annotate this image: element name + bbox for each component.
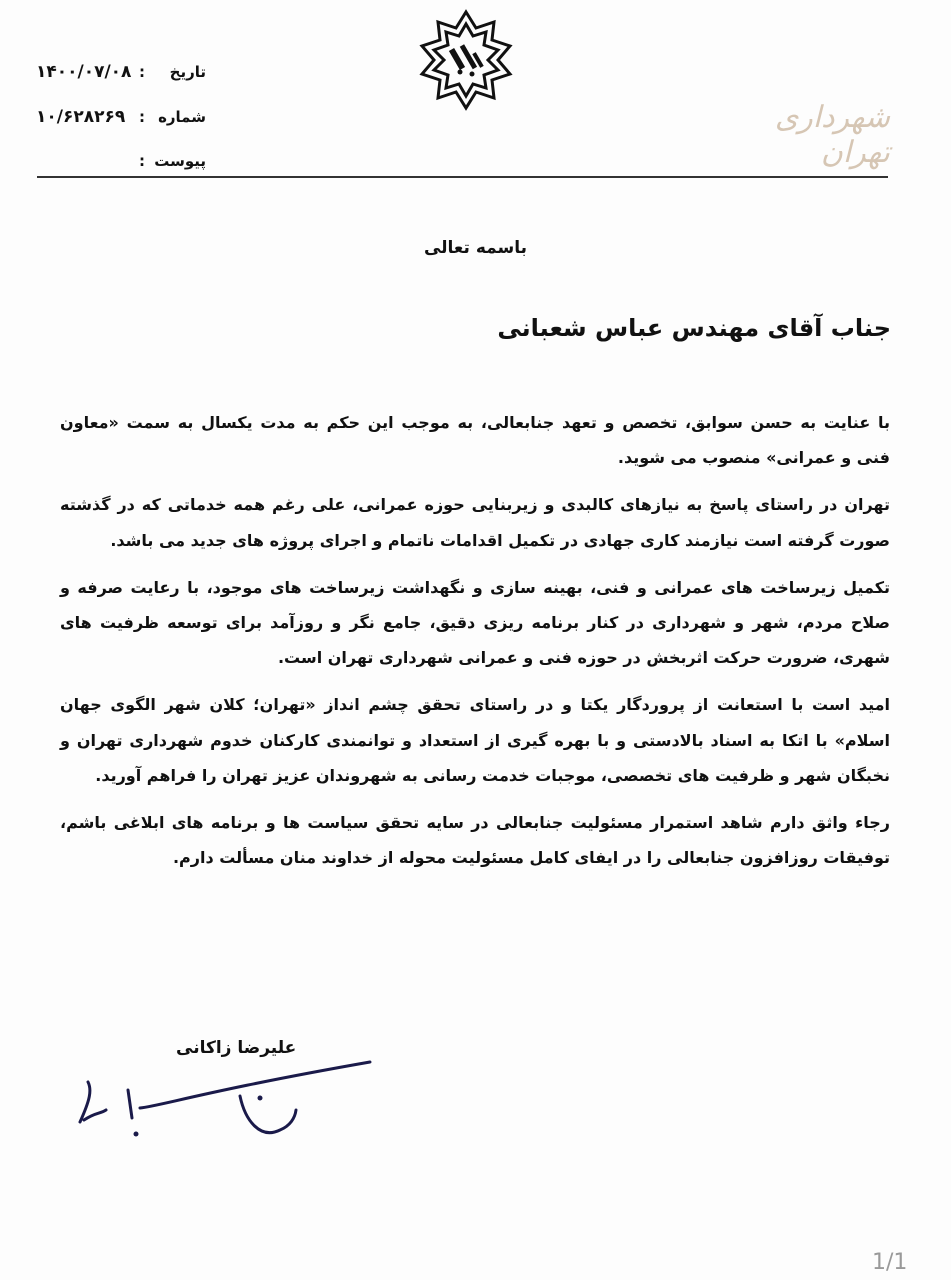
municipality-brand-logo: شهرداری تهران (774, 100, 890, 170)
handwritten-signature (70, 1060, 390, 1150)
date-label: تاریخ (169, 63, 206, 81)
letter-body (60, 405, 890, 887)
attachment-row (36, 152, 206, 197)
date-colon: : (139, 63, 145, 81)
date-value: ۱۴۰۰/۰۷/۰۸ (36, 62, 132, 82)
body-paragraph: امید است با استعانت از پروردگار یکتا و در راستای تحقق چشم انداز «تهران؛ کلان شهر الگوی جهان اسلام» با اتکا به اسناد بالادستی و با بهره گیری از استعداد و توانمندی کارکنان خدوم شهرداری تهران و نخبگان شهر و ظرفیت های تخصصی، موجبات خدمت رسانی به شهروندان عزیز تهران را فراهم آورید. (60, 695, 890, 785)
number-colon: : (139, 108, 145, 126)
signer-name: علیرضا زاکانی (176, 1038, 297, 1058)
invocation: باسمه تعالی (423, 238, 528, 258)
header-divider (37, 176, 888, 178)
tehran-municipality-emblem-icon (414, 8, 518, 112)
number-row (36, 107, 206, 152)
number-value: ۱۰/۶۲۸۲۶۹ (36, 107, 126, 127)
attachment-colon: : (139, 152, 145, 170)
body-paragraph: با عنایت به حسن سوابق، تخصص و تعهد جنابعالی، به موجب این حکم به مدت یکسال به سمت «معاون فنی و عمرانی» منصوب می شوید. (60, 413, 890, 468)
date-row (36, 62, 206, 107)
recipient-salutation: جناب آقای مهندس عباس شعبانی (497, 314, 891, 342)
body-paragraph: تکمیل زیرساخت های عمرانی و فنی، بهینه سازی و نگهداشت زیرساخت های موجود، با رعایت صرفه و صلاح مردم، شهر و شهرداری در کنار برنامه ریزی دقیق، جامع نگر و روزآمد برای توسعه ظرفیت های شهری، ضرورت حرکت اثربخش در حوزه فنی و عمرانی شهرداری تهران است. (60, 577, 890, 668)
page-indicator: 1/1 (872, 1250, 908, 1275)
number-label: شماره (158, 108, 206, 126)
attachment-label: پیوست (154, 152, 206, 170)
body-paragraph: تهران در راستای پاسخ به نیازهای کالبدی و زیربنایی حوزه عمرانی، علی رغم همه خدماتی که در گذشته صورت گرفته است نیازمند کاری جهادی در تکمیل اقدامات ناتمام و اجرای پروژه های جدید می باشد. (60, 495, 890, 550)
body-paragraph: رجاء واثق دارم شاهد استمرار مسئولیت جنابعالی در سایه تحقق سیاست ها و برنامه های ابلاغی باشم، توفیقات روزافزون جنابعالی را در ایفای کامل مسئولیت محوله از خداوند منان مسألت دارم. (60, 812, 890, 868)
